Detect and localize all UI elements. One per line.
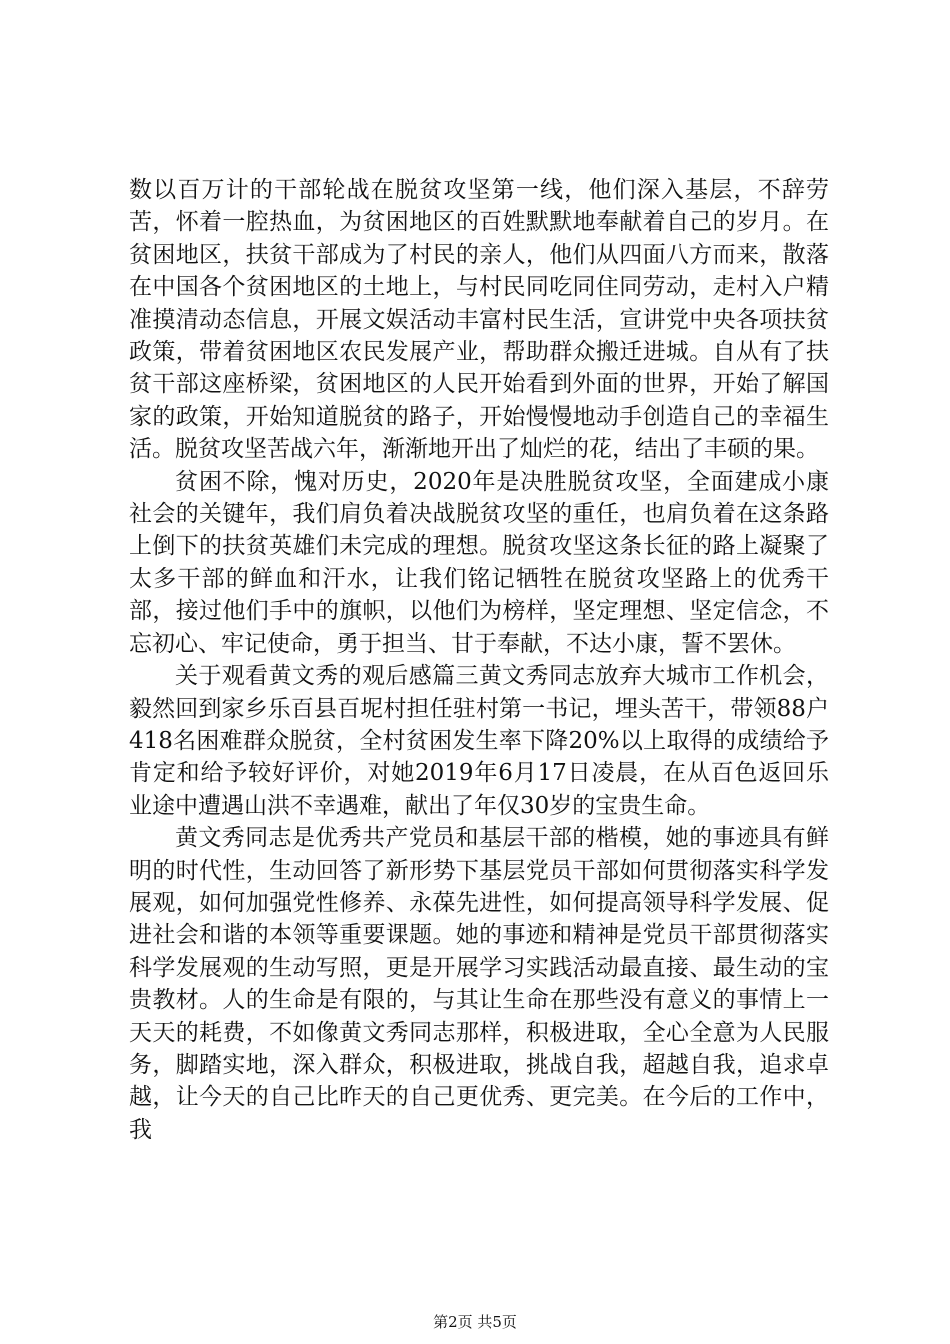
page-number-footer: 第2页 共5页 (433, 1313, 517, 1331)
paragraph: 贫困不除，愧对历史，2020年是决胜脱贫攻坚，全面建成小康社会的关键年，我们肩负着决战脱贫攻坚的重任，也肩负着在这条路上倒下的扶贫英雄们未完成的理想。脱贫攻坚这条长征的路上凝聚了太多干部的鲜血和汗水，让我们铭记牺牲在脱贫攻坚路上的优秀干部，接过他们手中的旗帜，以他们为榜样，坚定理想、坚定信念，不忘初心、牢记使命，勇于担当、甘于奉献，不达小康，誓不罢休。 (129, 468, 829, 657)
paragraph: 数以百万计的干部轮战在脱贫攻坚第一线，他们深入基层，不辞劳苦，怀着一腔热血，为贫困地区的百姓默默地奉献着自己的岁月。在贫困地区，扶贫干部成为了村民的亲人，他们从四面八方而来，散落在中国各个贫困地区的土地上，与村民同吃同住同劳动，走村入户精准摸清动态信息，开展文娱活动丰富村民生活，宣讲党中央各项扶贫政策，带着贫困地区农民发展产业，帮助群众搬迁进城。自从有了扶贫干部这座桥梁，贫困地区的人民开始看到外面的世界，开始了解国家的政策，开始知道脱贫的路子，开始慢慢地动手创造自己的幸福生活。脱贫攻坚苦战六年，渐渐地开出了灿烂的花，结出了丰硕的果。 (129, 177, 829, 463)
paragraph: 黄文秀同志是优秀共产党员和基层干部的楷模，她的事迹具有鲜明的时代性，生动回答了新形势下基层党员干部如何贯彻落实科学发展观，如何加强党性修养、永葆先进性，如何提高领导科学发展、促进社会和谐的本领等重要课题。她的事迹和精神是党员干部贯彻落实科学发展观的生动写照，更是开展学习实践活动最直接、最生动的宝贵教材。人的生命是有限的，与其让生命在那些没有意义的事情上一天天的耗费，不如像黄文秀同志那样，积极进取，全心全意为人民服务，脚踏实地，深入群众，积极进取，挑战自我，超越自我，追求卓越，让今天的自己比昨天的自己更优秀、更完美。在今后的工作中，我 (129, 825, 829, 1143)
body-text (129, 174, 829, 1146)
paragraph: 关于观看黄文秀的观后感篇三黄文秀同志放弃大城市工作机会，毅然回到家乡乐百县百坭村担任驻村第一书记，埋头苦干，带领88户418名困难群众脱贫，全村贫困发生率下降20%以上取得的成绩给予肯定和给予较好评价，对她2019年6月17日凌晨，在从百色返回乐业途中遭遇山洪不幸遇难，献出了年仅30岁的宝贵生命。 (129, 663, 829, 819)
